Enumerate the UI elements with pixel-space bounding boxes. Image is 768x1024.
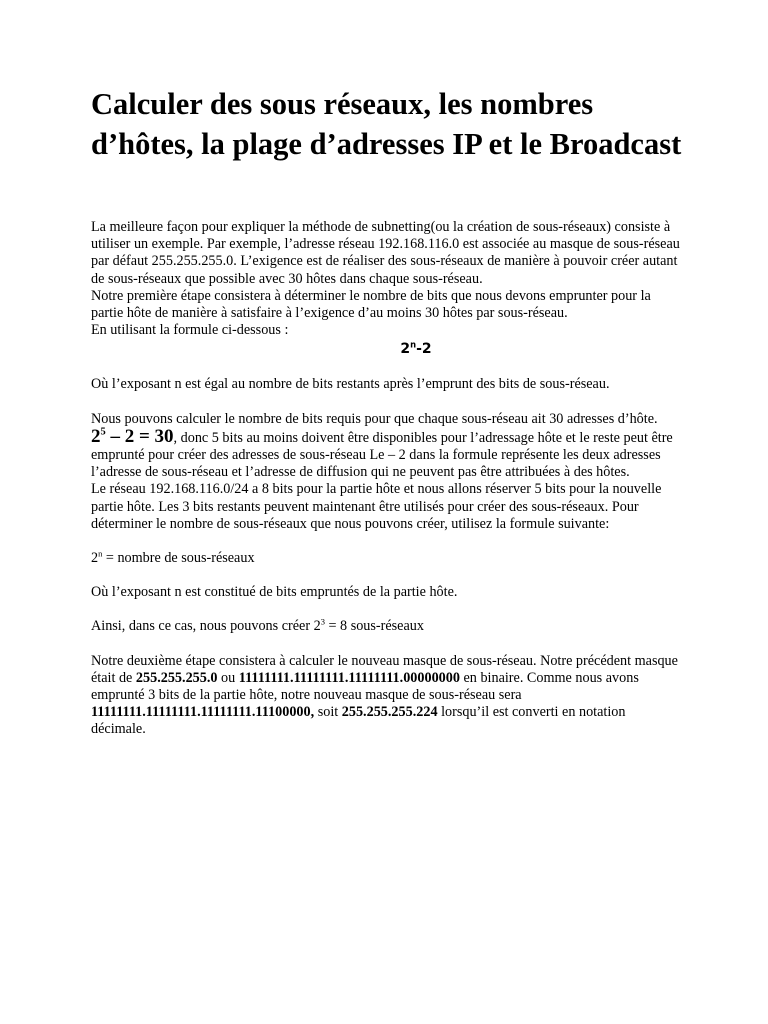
paragraph-borrowed-bits: Où l’exposant n est constitué de bits empruntés de la partie hôte.	[91, 584, 458, 601]
mask-new-decimal: 255.255.255.224	[341, 704, 438, 721]
document-title: Calculer des sous réseaux, les nombres d’hôtes, la plage d’adresses IP et le Broadcast	[91, 87, 682, 161]
paragraph-network: Le réseau 192.168.116.0/24 a 8 bits pour la partie hôte et nous allons réserver 5 bits pour la nouvelle partie hôte. Les 3 bits restants peuvent maintenant être utilisés pour créer des sous-réseaux. Pour déterminer le nombre de sous-réseaux que nous pouvons créer, utilisez la formule suivante:	[91, 481, 662, 532]
formula-hosts	[91, 339, 681, 359]
mask-old-decimal: 255.255.255.0	[135, 669, 218, 686]
formula-rest: -2	[416, 341, 432, 358]
paragraph-intro: La meilleure façon pour expliquer la méthode de subnetting(ou la création de sous-réseaux) consiste à utiliser un exemple. Par exemple, l’adresse réseau 192.168.116.0 est associée au masque de sous-réseau par défaut 255.255.255.0. L’exigence est de réaliser des sous-réseaux de manière à pouvoir créer autant de sous-réseaux que possible avec 30 hôtes dans chaque sous-réseau.	[91, 219, 680, 287]
mask-old-binary: 11111111.11111111.11111111.00000000	[238, 669, 460, 686]
paragraph-first-step: Notre première étape consistera à déterminer le nombre de bits que nous devons emprunter pour la partie hôte de manière à satisfaire à l’exigence d’au moins 30 hôtes par sous-réseau.	[91, 287, 651, 322]
paragraph-equation	[91, 425, 681, 482]
paragraph-formula-intro: En utilisant la formule ci-dessous :	[91, 322, 289, 339]
paragraph-second-step: Notre deuxième étape consistera à calculer le nouveau masque de sous-réseau. Notre précédent masque était de 255.255.255.0 ou 11111111.11111111.11111111.00000000 en binaire. Comme nous avons emprunté 3 bits de la partie hôte, notre nouveau masque de sous-réseau sera 11111111.11111111.11111111.11100000, soit 255.255.255.224 lorsqu’il est converti en notation décimale.	[91, 652, 678, 738]
document-body	[91, 219, 681, 739]
mask-new-binary: 11111111.11111111.11111111.11100000,	[91, 704, 315, 721]
equation-hosts: $2^5 - 2 = 30$	[91, 425, 174, 447]
paragraph-subnet-count: Ainsi, dans ce cas, nous pouvons créer $2^3 = 8$ sous-réseaux	[91, 616, 424, 635]
paragraph-calc-bits: Nous pouvons calculer le nombre de bits requis pour que chaque sous-réseau ait 30 adresses d’hôte.	[91, 410, 658, 427]
formula-base: 2	[400, 341, 411, 358]
formula-subnets: $2^n$ = nombre de sous-réseaux	[91, 548, 255, 567]
formula-exponent: n	[410, 339, 417, 350]
equation-explanation: , donc 5 bits au moins doivent être disponibles pour l’adressage hôte et le reste peut être emprunté pour créer des adresses de sous-réseau Le – 2 dans la formule représente les deux adresses l’adresse de sous-réseau et l’adresse de diffusion qui ne peuvent pas être attribuées à des hôtes.	[91, 429, 673, 481]
paragraph-exponent-note: Où l’exposant n est égal au nombre de bits restants après l’emprunt des bits de sous-réseau.	[91, 376, 610, 393]
